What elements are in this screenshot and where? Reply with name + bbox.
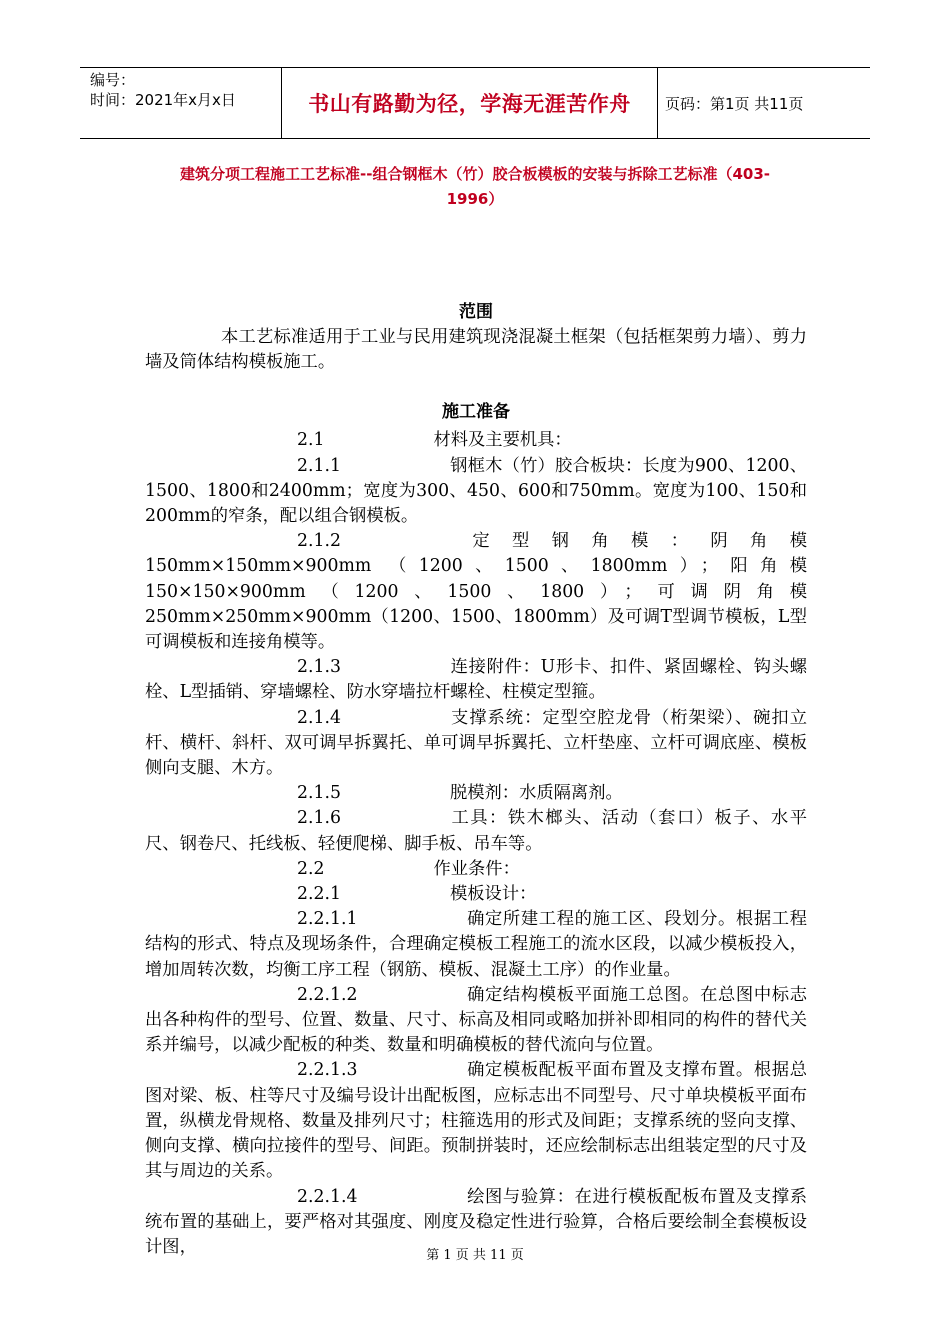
clause-text: 支撑系统：定型空腔龙骨（桁架梁）、碗扣立杆、横杆、斜杆、双可调早拆翼托、单可调早拆翼托、立杆垫座、立杆可调底座、模板侧向支腿、木方。 xyxy=(145,707,807,779)
clause-paragraph xyxy=(145,1058,807,1184)
clause-text: 模板设计： xyxy=(449,884,537,905)
document-title-line-1: 建筑分项工程施工工艺标准--组合钢框木（竹）胶合板模板的安装与拆除工艺标准（403- xyxy=(180,165,770,183)
page-header xyxy=(80,67,870,139)
clause-number: 2.1.4 xyxy=(297,707,341,728)
clause-text: 确定所建工程的施工区、段划分。根据工程结构的形式、特点及现场条件，合理确定模板工程施工的流水区段，以减少模板投入，增加周转次数，均衡工序工程（钢筋、模板、混凝土工序）的作业量。 xyxy=(145,909,807,980)
clause-text: 连接附件：U形卡、扣件、紧固螺栓、钩头螺栓、L型插销、穿墙螺栓、防水穿墙拉杆螺栓、柱模定型箍。 xyxy=(145,657,807,703)
clause-text: 确定结构模板平面施工总图。在总图中标志出各种构件的型号、位置、数量、尺寸、标高及相同或略加拼补即相同的构件的替代关系并编号，以减少配板的种类、数量和明确模板的替代流向与位置。 xyxy=(145,984,807,1056)
clause-paragraph xyxy=(145,706,807,782)
clause-number: 2.1.2 xyxy=(297,531,341,552)
clause-paragraph xyxy=(145,983,807,1059)
clause-text: 脱模剂：水质隔离剂。 xyxy=(449,783,623,804)
clause-number: 2.1.3 xyxy=(297,657,341,678)
clause-number: 2.1.1 xyxy=(297,455,341,476)
clause-paragraph xyxy=(145,454,807,530)
header-motto: 书山有路勤为径，学海无涯苦作舟 xyxy=(282,68,658,138)
clause-paragraph xyxy=(145,428,807,453)
document-title xyxy=(150,162,800,212)
clause-number: 2.2.1.4 xyxy=(297,1186,358,1207)
scope-paragraph: 本工艺标准适用于工业与民用建筑现浇混凝土框架（包括框架剪力墙）、剪力墙及筒体结构模板施工。 xyxy=(145,327,807,373)
clause-number: 2.2.1.2 xyxy=(297,984,358,1005)
document-time-label: 时间：2021年x月x日 xyxy=(90,91,236,109)
header-meta xyxy=(80,68,282,138)
clause-text: 绘图与验算：在进行模板配板布置及支撑系统布置的基础上，要严格对其强度、刚度及稳定性进行验算，合格后要绘制全套模板设计图， xyxy=(145,1186,807,1257)
clause-text: 定型钢角模：阴角模150mm×150mm×900mm （1200、1500、1800mm）；阳角模150×150×900mm（1200、1500、1800）；可调阴角模250mm×250mm×900mm（1200、1500、1800mm）及可调T型调节模板，L型可调模板和连接角模等。 xyxy=(145,531,807,653)
clause-paragraph xyxy=(145,907,807,983)
document-number-label: 编号： xyxy=(90,71,136,89)
document-title-line-2: 1996） xyxy=(446,190,504,208)
clause-number: 2.1.5 xyxy=(297,783,341,804)
clause-number: 2.2 xyxy=(297,858,325,879)
section-heading-scope: 范围 xyxy=(459,302,493,322)
clause-number: 2.2.1.3 xyxy=(297,1060,358,1081)
clause-number: 2.2.1 xyxy=(297,884,341,905)
clause-number: 2.1.6 xyxy=(297,808,341,829)
clause-paragraph xyxy=(145,781,807,806)
section-heading-preparation: 施工准备 xyxy=(442,402,510,423)
clause-paragraph xyxy=(145,857,807,882)
header-page-info: 页码：第1页 共11页 xyxy=(665,94,804,113)
clause-number: 2.1 xyxy=(297,430,325,451)
clause-paragraph xyxy=(145,806,807,856)
clause-number: 2.2.1.1 xyxy=(297,909,358,930)
page-footer: 第 1 页 共 11 页 xyxy=(426,1248,524,1263)
clause-text: 作业条件： xyxy=(433,858,520,879)
clause-text: 工具：铁木榔头、活动（套口）板子、水平尺、钢卷尺、托线板、轻便爬梯、脚手板、吊车等。 xyxy=(145,808,807,854)
document-body xyxy=(145,300,807,1260)
clause-text: 钢框木（竹）胶合板块：长度为900、1200、1500、1800和2400mm；宽度为300、450、600和750mm。宽度为100、150和200mm的窄条，配以组合钢模板。 xyxy=(145,455,807,527)
clause-paragraph xyxy=(145,655,807,705)
clause-paragraph xyxy=(145,529,807,655)
clause-text: 确定模板配板平面布置及支撑布置。根据总图对梁、板、柱等尺寸及编号设计出配板图，应标志出不同型号、尺寸单块模板平面布置，纵横龙骨规格、数量及排列尺寸；柱箍选用的形式及间距；支撑系统的竖向支撑、侧向支撑、横向拉接件的型号、间距。预制拼装时，还应绘制标志出组装定型的尺寸及其与周边的关系。 xyxy=(145,1060,807,1182)
clause-paragraph xyxy=(145,882,807,907)
clause-text: 材料及主要机具： xyxy=(433,430,572,451)
